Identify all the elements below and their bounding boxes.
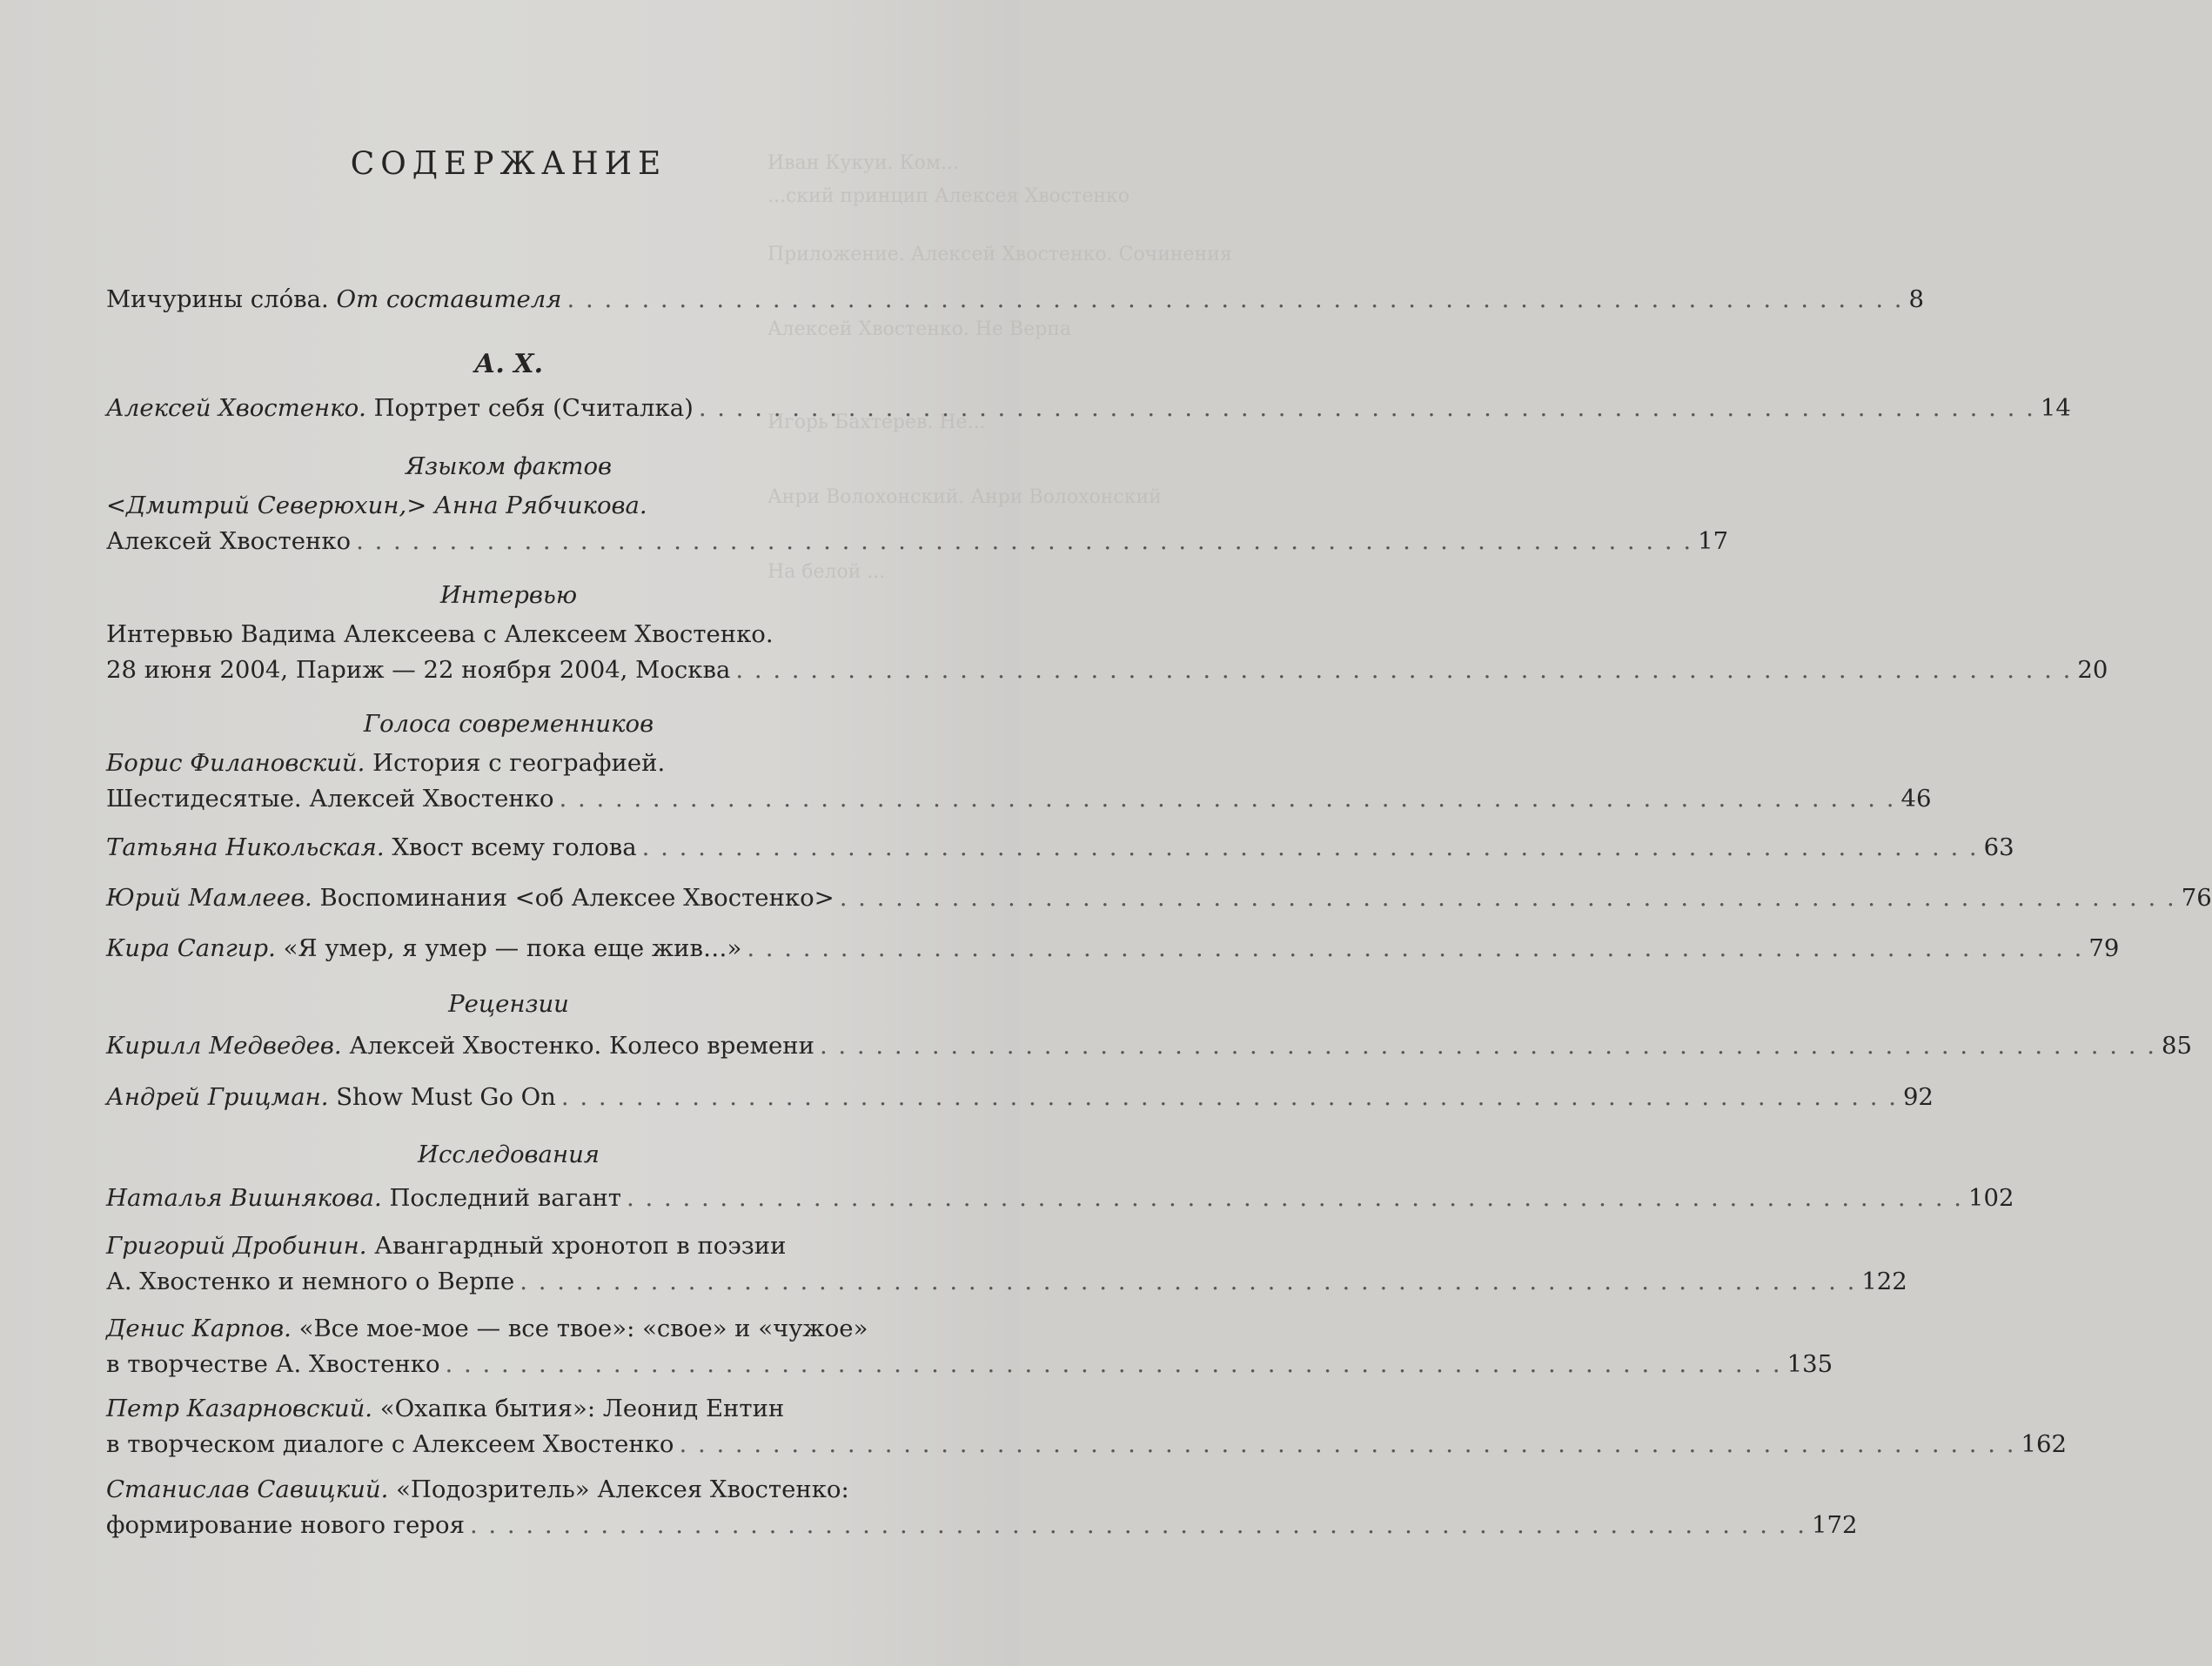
entry-title: в творческом диалоге с Алексеем Хвостенко	[106, 1430, 674, 1458]
entry-title: Алексей Хвостенко. Колесо времени	[341, 1032, 814, 1060]
entry-text	[106, 283, 562, 316]
page-number: 162	[2021, 1430, 2068, 1458]
page-number: 14	[2040, 394, 2071, 422]
leader-dots	[679, 1428, 2015, 1461]
entry-title: формирование нового героя	[106, 1511, 465, 1539]
entry-text	[106, 881, 835, 914]
entry-text	[106, 831, 637, 864]
toc-entry[interactable]	[106, 1181, 2014, 1217]
entry-title: в творчестве А. Хвостенко	[106, 1350, 440, 1378]
entry-title: Воспоминания <об Алексее Хвостенко>	[312, 884, 835, 912]
bleed-line: На белой ...	[767, 561, 886, 584]
leader-dots	[470, 1509, 1806, 1542]
entry-author: Юрий Мамлеев.	[106, 884, 312, 912]
entry-title: Портрет себя (Считалка)	[365, 394, 694, 422]
page-number: 20	[2077, 656, 2108, 684]
leader-dots	[560, 782, 1896, 815]
toc-entry[interactable]	[106, 932, 2120, 967]
entry-title: Show Must Go On	[328, 1083, 556, 1111]
entry-author: Наталья Вишнякова.	[106, 1184, 382, 1212]
page-number: 122	[1861, 1268, 1907, 1295]
bleed-line: Приложение. Алексей Хвостенко. Сочинения	[767, 243, 1232, 265]
leader-dots	[699, 391, 2035, 425]
page-number: 79	[2088, 934, 2120, 962]
leader-dots	[735, 653, 2072, 686]
leader-dots	[567, 283, 1904, 316]
page-number: 102	[1968, 1184, 2014, 1212]
leader-dots	[627, 1181, 1963, 1214]
entry-title: Хвост всему голова	[384, 833, 637, 861]
entry-text	[106, 1229, 786, 1262]
leader-dots	[519, 1265, 1856, 1298]
entry-title: История с географией.	[365, 749, 666, 777]
page-title: СОДЕРЖАНИЕ	[350, 146, 667, 182]
page-number: 76	[2181, 884, 2212, 912]
entry-title: «Все мое-мое — все твое»: «свое» и «чужое»	[291, 1315, 868, 1342]
entry-author: Алексей Хвостенко.	[106, 394, 366, 422]
entry-title: «Я умер, я умер — пока еще жив…»	[275, 934, 742, 962]
bleed-line: Анри Волохонский. Анри Волохонский	[767, 485, 1162, 508]
leader-dots	[747, 932, 2083, 965]
toc-entry[interactable]	[106, 1229, 1907, 1301]
entry-subtitle: От составителя	[336, 285, 562, 313]
entry-author: Денис Карпов.	[106, 1315, 292, 1342]
page-number: 92	[1902, 1083, 1934, 1111]
entry-author: Борис Филановский.	[106, 749, 365, 777]
toc-entry[interactable]	[106, 881, 2212, 917]
entry-title: Мичурины сло́ва.	[106, 285, 337, 313]
toc-entry[interactable]	[106, 618, 2108, 689]
page-number: 46	[1900, 785, 1932, 813]
entry-text	[106, 1473, 849, 1506]
section-heading: Исследования	[418, 1141, 600, 1168]
page-number: 17	[1698, 527, 1729, 555]
entry-text	[106, 1081, 556, 1114]
bleed-line: Алексей Хвостенко. Не Верпа	[767, 318, 1072, 341]
entry-text	[106, 1312, 868, 1345]
toc-entry[interactable]	[106, 1473, 1858, 1544]
toc-entry[interactable]	[106, 1029, 2192, 1065]
entry-author: Татьяна Никольская.	[106, 833, 385, 861]
entry-text	[106, 1029, 814, 1062]
page-number: 8	[1908, 285, 1925, 313]
bleed-line: Игорь Бахтерев. Не...	[767, 411, 986, 433]
entry-text	[106, 391, 694, 425]
bleed-line: ...ский принцип Алексея Хвостенко	[767, 185, 1129, 208]
toc-entry[interactable]	[106, 1312, 1833, 1383]
toc-entry[interactable]	[106, 831, 2014, 866]
entry-author: Станислав Савицкий.	[106, 1475, 389, 1503]
toc-entry[interactable]	[106, 283, 1925, 318]
entry-author: Андрей Грицман.	[106, 1083, 329, 1111]
entry-author: Кира Сапгир.	[106, 934, 276, 962]
entry-author: Петр Казарновский.	[106, 1395, 373, 1422]
entry-text	[106, 1181, 621, 1214]
section-heading: Рецензии	[448, 990, 569, 1018]
entry-title: Интервью Вадима Алексеева с Алексеем Хвостенко.	[106, 620, 774, 648]
entry-author: Кирилл Медведев.	[106, 1032, 342, 1060]
leader-dots	[561, 1081, 1898, 1114]
entry-text	[106, 746, 665, 779]
leader-dots	[840, 881, 2176, 914]
entry-text	[106, 1392, 784, 1425]
entry-author: <Дмитрий Северюхин,> Анна Рябчикова.	[106, 492, 647, 519]
section-heading: А. Х.	[473, 349, 544, 379]
entry-author: Григорий Дробинин.	[106, 1232, 367, 1260]
entry-title: А. Хвостенко и немного о Верпе	[106, 1268, 515, 1295]
page-number: 135	[1786, 1350, 1833, 1378]
leader-dots	[642, 831, 1979, 864]
entry-title: Шестидесятые. Алексей Хвостенко	[106, 785, 554, 813]
entry-title: «Подозритель» Алексея Хвостенко:	[388, 1475, 849, 1503]
section-heading: Интервью	[439, 581, 578, 609]
page-number: 63	[1983, 833, 2014, 861]
leader-dots	[446, 1348, 1782, 1381]
entry-title: Авангардный хронотоп в поэзии	[366, 1232, 787, 1260]
leader-dots	[356, 525, 1693, 558]
section-heading: Языком фактов	[405, 452, 613, 480]
entry-text	[106, 932, 741, 965]
entry-title: 28 июня 2004, Париж — 22 ноября 2004, Москва	[106, 656, 731, 684]
toc-entry[interactable]	[106, 1392, 2068, 1463]
toc-entry[interactable]	[106, 746, 1932, 818]
leader-dots	[820, 1029, 2156, 1062]
bleed-line: Иван Кукуи. Ком...	[767, 152, 960, 174]
entry-title: Последний вагант	[381, 1184, 622, 1212]
page-number: 85	[2161, 1032, 2192, 1060]
entry-title: Алексей Хвостенко	[106, 527, 352, 555]
toc-entry[interactable]	[106, 1081, 1934, 1116]
entry-title: «Охапка бытия»: Леонид Ентин	[372, 1395, 785, 1422]
page-number: 172	[1811, 1511, 1858, 1539]
section-heading: Голоса современников	[363, 710, 654, 738]
